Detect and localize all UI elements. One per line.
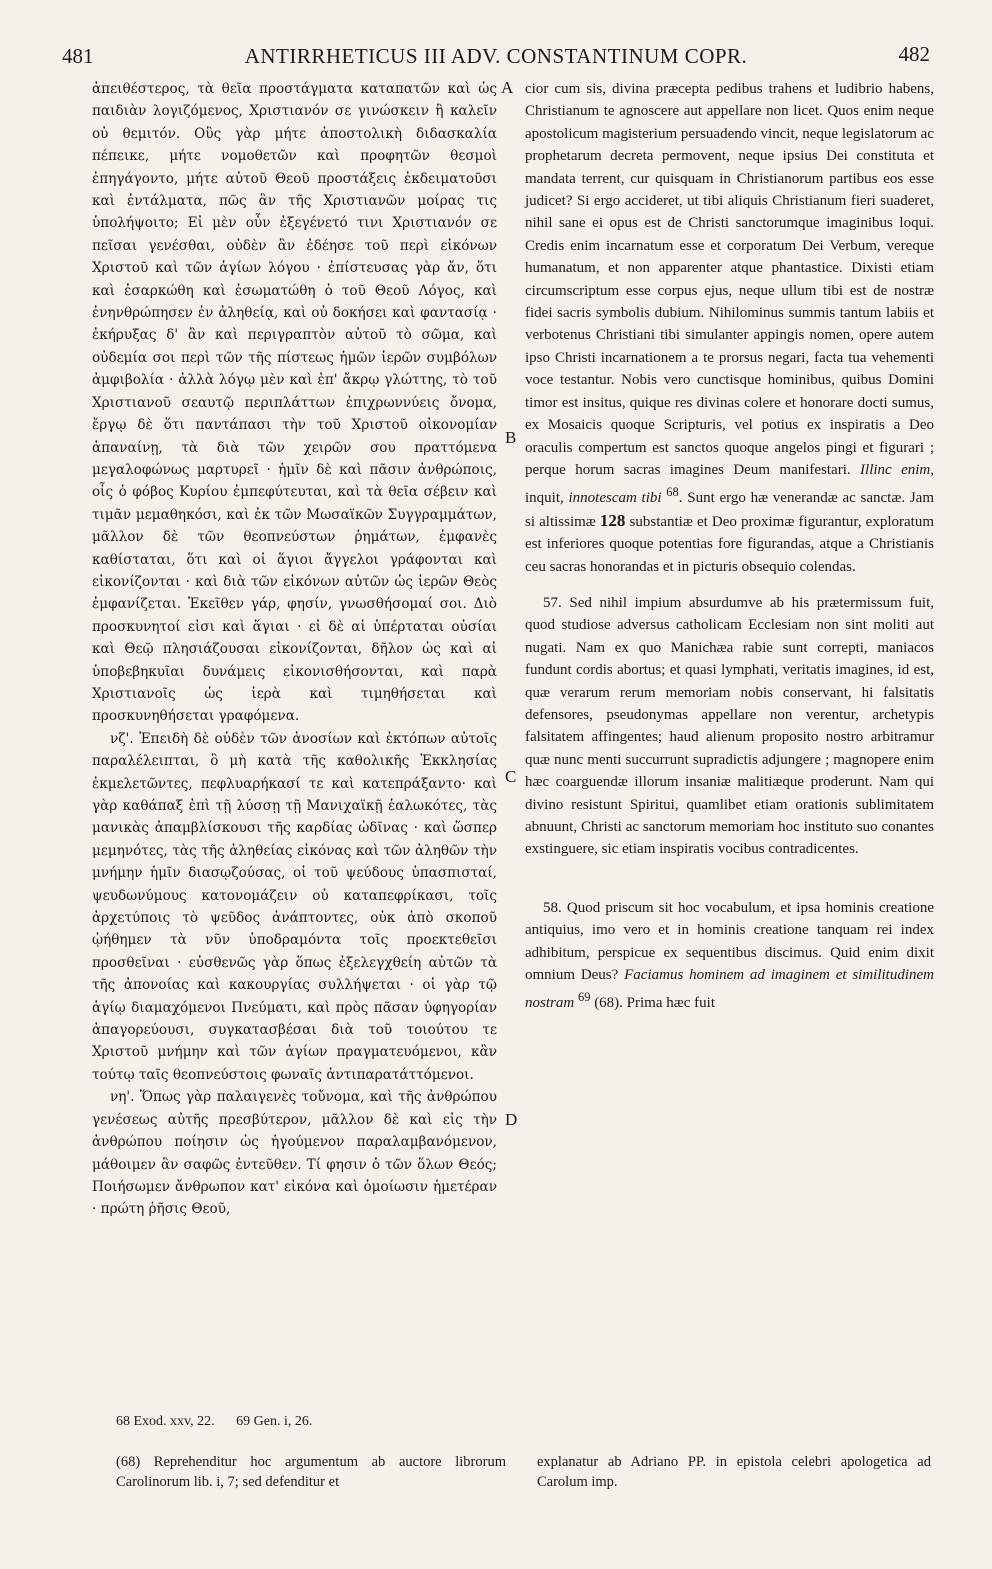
- paragraph-gap: [525, 578, 934, 592]
- editor-note-right: explanatur ab Adriano PP. in epistola celebri apologetica ad Carolum imp.: [537, 1454, 931, 1490]
- margin-letter-c: C: [505, 767, 517, 786]
- page-number-left: 481: [62, 44, 94, 68]
- latin-p3-italic: Faciamus hominem ad imaginem et similitudinem nostram: [525, 967, 935, 1012]
- margin-letter-a: A: [501, 78, 514, 97]
- latin-p1-italic-a: Illinc enim: [860, 461, 931, 478]
- latin-p1-italic-b: innotescam tibi: [568, 490, 662, 507]
- greek-paragraph-2: νζ'. Ἐπειδὴ δὲ οὐδὲν τῶν ἀνοσίων καὶ ἐκτόπων αὐτοῖς παραλέλειπται, ὃ μὴ κατὰ τῆς καθολικῆς Ἐκκλησίας ἐκμελετῶντες, πεφλυαρήκασί τε καὶ κατεπράξαντο· καὶ γὰρ καθάπαξ ἐπὶ τῇ λύσσῃ τῇ Μανιχαϊκῇ ἑαλωκότες, τὰς μανικὰς ἀπαμβλίσκουσι τῆς καρδίας ὠδῖνας · καὶ ὥσπερ μεμηνότες, τὰς τῆς ἀληθείας εἰκόνας καὶ τῶν ἀληθῶν τὴν μνήμην ἡμῖν διασῳζούσας, οἱ τοῦ ψεύδους ὑπασπισταί, ψευδωνύμους κατονομάζειν οὐ καταπεφρίκασι, τοῖς ἀρχετύποις τὸ ψεῦδος ἀνάπτοντες, οὐκ ἀπὸ σκοποῦ ᾠήθημεν τὰ νῦν ὑποδραμόντα τοῖς προεκτεθεῖσι προσθεῖναι · εὐσθενῶς γὰρ ὅπως ἐξελεγχθείη αὐτῶν τὰ τῆς ἀπονοίας καὶ κακουργίας συλλήψεται · οἱ γὰρ τῷ ἁγίῳ διαμαχόμενοι Πνεύματι, καὶ πρὸς πᾶσαν ὑφηγορίαν ἀπαγορεύουσι, συγκατασβέσαι διὰ τοῦ τοιούτου τε Χριστοῦ μνήμην καὶ τῶν ἁγίων πραγματευόμενοι, κἂν τούτῳ ταῖς θεοπνεύστοις φωναῖς ἀντιπαρατάττόμενοι.: [92, 730, 497, 1083]
- footnote-references: [116, 1414, 330, 1430]
- editor-note-left: (68) Reprehenditur hoc argumentum ab auctore librorum Carolinorum lib. i, 7; sed defenditur et: [116, 1454, 506, 1490]
- latin-column: [525, 78, 934, 1015]
- latin-p1-mid: , inquit,: [525, 461, 935, 507]
- latin-p1-tail: . Sunt ergo hæ venerandæ ac sanctæ. Jam si altissimæ: [525, 490, 934, 530]
- latin-p3-start: 58. Quod priscum sit hoc vocabulum, et ipsa hominis creatione antiquius, imo vero et in hominis creatione tanquam rei index adhibitum, perspicue ex sequentibus discimus. Quid enim dixit omnium Deus?: [525, 899, 934, 984]
- latin-paragraph-3: [525, 897, 934, 1015]
- running-title: ANTIRRHETICUS III ADV. CONSTANTINUM COPR.: [244, 44, 748, 68]
- latin-paragraph-1: [525, 78, 934, 578]
- page-header: [62, 42, 930, 72]
- paragraph-gap: [525, 861, 934, 897]
- greek-paragraph-3: νη'. Ὅπως γὰρ παλαιγενὲς τοὔνομα, καὶ τῆς ἀνθρώπου γενέσεως αὐτῆς πρεσβύτερον, μᾶλλον δὲ καὶ εἰς τὴν ἀνθρώπου ποίησιν ὡς ἡγούμενον παραλαμβανόμενον, μάθοιμεν ἂν σαφῶς ἐντεῦθεν. Τί φησιν ὁ τῶν ὅλων Θεός; Ποιήσωμεν ἄνθρωπον κατ' εἰκόνα καὶ ὁμοίωσιν ἡμετέραν · πρώτη ῥῆσις Θεοῦ,: [92, 1089, 497, 1218]
- page-number-right: 482: [898, 42, 930, 66]
- latin-p3-end: (68). Prima hæc fuit: [594, 995, 716, 1012]
- footnote-ref-69: 69 Gen. i, 26.: [236, 1414, 313, 1429]
- margin-letter-b: B: [505, 428, 517, 447]
- footnote-marker-69: 69: [577, 990, 591, 1005]
- footnote-marker-68: 68: [666, 485, 679, 500]
- greek-paragraph-1: ἀπειθέστερος, τὰ θεῖα προστάγματα καταπατῶν καὶ ὡς παιδιὰν λογιζόμενος, Χριστιανόν σε γινώσκειν ἢ καλεῖν οὐ θεμιτόν. Οὓς γὰρ μήτε ἀποστολικὴ διδασκαλία πέπεικε, μήτε νομοθετῶν καὶ προφητῶν θεσμοὶ ἐπηγάγοντο, μήτε αὐτοῦ Θεοῦ προστάξεις ἐκδειματοῦσι καὶ ἐντάλματα, πῶς ἂν τῆς Χριστιανῶν μοίρας τις ὑπολήψοιτο; Εἰ μὲν οὖν ἐξεγένετό τινι Χριστιανόν σε πεῖσαι γενέσθαι, οὐδὲν ἂν ἐδέησε τοῦ περὶ εἰκόνων Χριστοῦ καὶ τῶν ἁγίων λόγου · ἐπίστευσας γὰρ ἄν, ὅτι καὶ ἐσαρκώθη καὶ ἐσωματώθη ὁ τοῦ Θεοῦ Λόγος, καὶ ἐνηνθρώπησεν ἐν ἀληθείᾳ, καὶ οὐ δοκήσει καὶ φαντασίᾳ · ἐκήρυξας δ' ἂν καὶ περιγραπτὸν αὐτοῦ τὸ σῶμα, καὶ οὐδεμία σοι περὶ τῶν τῆς πίστεως ἡμῶν ἱερῶν συμβόλων ἀμφιβολία · ἀλλὰ λόγῳ μὲν καὶ ἐπ' ἄκρῳ γλώττης, τὸ τοῦ Χριστιανοῦ σεαυτῷ περιπλάττων ἐπιχρωννύεις ὄνομα, ἔργῳ δὲ ὅτι παντάπασι τὴν τοῦ Χριστοῦ οἰκονομίαν ἀπαναίνῃ, τὰ διὰ τῶν χειρῶν σου πραττόμενα μεγαλοφώνως μαρτυρεῖ · ἡμῖν δὲ καὶ πᾶσιν ἀνθρώποις, οἷς ὁ φόβος Κυρίου ἐμπεφύτευται, καὶ τὰ θεῖα σέβειν καὶ τιμᾶν μεμαθηκόσι, καὶ ἐκ τῶν Μωσαϊκῶν Συγγραμμάτων, μᾶλλον δὲ τῶν θεοπνεύστων ῥημάτων, ἐμφανὲς καθίσταται, ὅτι καὶ οἱ ἅγιοι ἄγγελοι γράφονται καὶ εἰκονίζονται · καὶ διὰ τῶν εἰκόνων αὐτῶν ὡς ἱερῶν Θεὸς ἐμφανίζεται. Ἐκεῖθεν γάρ, φησίν, γνωσθήσομαί σοι. Διὸ προσκυνητοί εἰσι καὶ ἅγιαι · εἰ δὲ αἱ ὑπέρταται οὐσίαι καὶ Θεῷ πλησιάζουσαι εἰκονίζονται, δῆλον ὡς καὶ αἱ ὑποβεβηκυῖαι δυνάμεις εἰκονισθήσονται, καὶ παρὰ Χριστιανοῖς ὡς ἱερὰ καὶ τιμηθήσεται καὶ προσκυνηθήσεται γραφόμενα.: [92, 81, 497, 725]
- latin-p1-end: substantiæ et Deo proximæ figurantur, exploratum est inferiores quoque potentias fore figurandas, atque a Christianis ceu sacras honorandas et in picturis obsequio colendas.: [525, 513, 934, 575]
- column-number-128: 128: [599, 510, 626, 530]
- latin-p1-text: cior cum sis, divina præcepta pedibus trahens et ludibrio habens, Christianum te agnoscere aut appellare non licet. Quos enim neque apostolicum magisterium persuadendo vincit, neque legislatorum ac prophetarum decreta permovent, neque ipsius Dei constituta et mandata terrent, cur quisquam in Christianorum partibus eos esse judicet? Si ergo accideret, ut tibi aliquis Christianum fieri suaderet, nihil sane ei opus est de Christi sanctorumque imaginibus loqui. Credis enim incarnatum esse et corporatum Dei Verbum, vereque humanatum, et non apparenter atque phantastice. Dixisti etiam circumscriptum esse corpus ejus, neque ullum tibi est de nostræ fidei sacris symbolis dubium. Nihilominus summis tantum labiis et verbotenus Christiani tibi simulanter appingis nomen, opere autem ipso Christi incarnationem a te prorsus negari, facta tua vehementi voce testantur. Nobis vero cunctisque hominibus, quibus Domini timor est insitus, quique res divinas colere et honorare docti sumus, ex Mosaicis quoque Scripturis, vel potius ex inspiratis a Deo oraculis compertum est sanctos quoque angelos pingi et figurari ; perque horum sacras imagines Deum manifestari.: [525, 81, 934, 478]
- latin-paragraph-2: 57. Sed nihil impium absurdumve ab his prætermissum fuit, quod studiose adversus catholicam Ecclesiam non sint moliti aut nugati. Nam ex quo Manichæa rabie sunt correpti, maniacos fundunt cordis abortus; et quasi lymphati, veritatis imagines, id est, quæ verarum rerum memoriam nobis conservant, hi falsitatis defensores, pseudonymas appellare non verentur, archetypis falsitatem affingentes; haud alienum proposito nostro arbitramur quæ nunc menti succurrunt supradictis adjungere ; magnopere enim hæc coarguendæ illorum insaniæ malitiæque proderunt. Nam qui divino resistunt Spiritui, quamlibet etiam orationis sublimitatem abnuunt, Christi ac sanctorum memoriam hoc instituto suo conantes exstinguere, sic etiam inspiratis vocibus contradicentes.: [525, 594, 934, 858]
- footnote-ref-68: 68 Exod. xxv, 22.: [116, 1414, 215, 1429]
- greek-column: [92, 78, 497, 1221]
- margin-letter-d: D: [505, 1110, 518, 1129]
